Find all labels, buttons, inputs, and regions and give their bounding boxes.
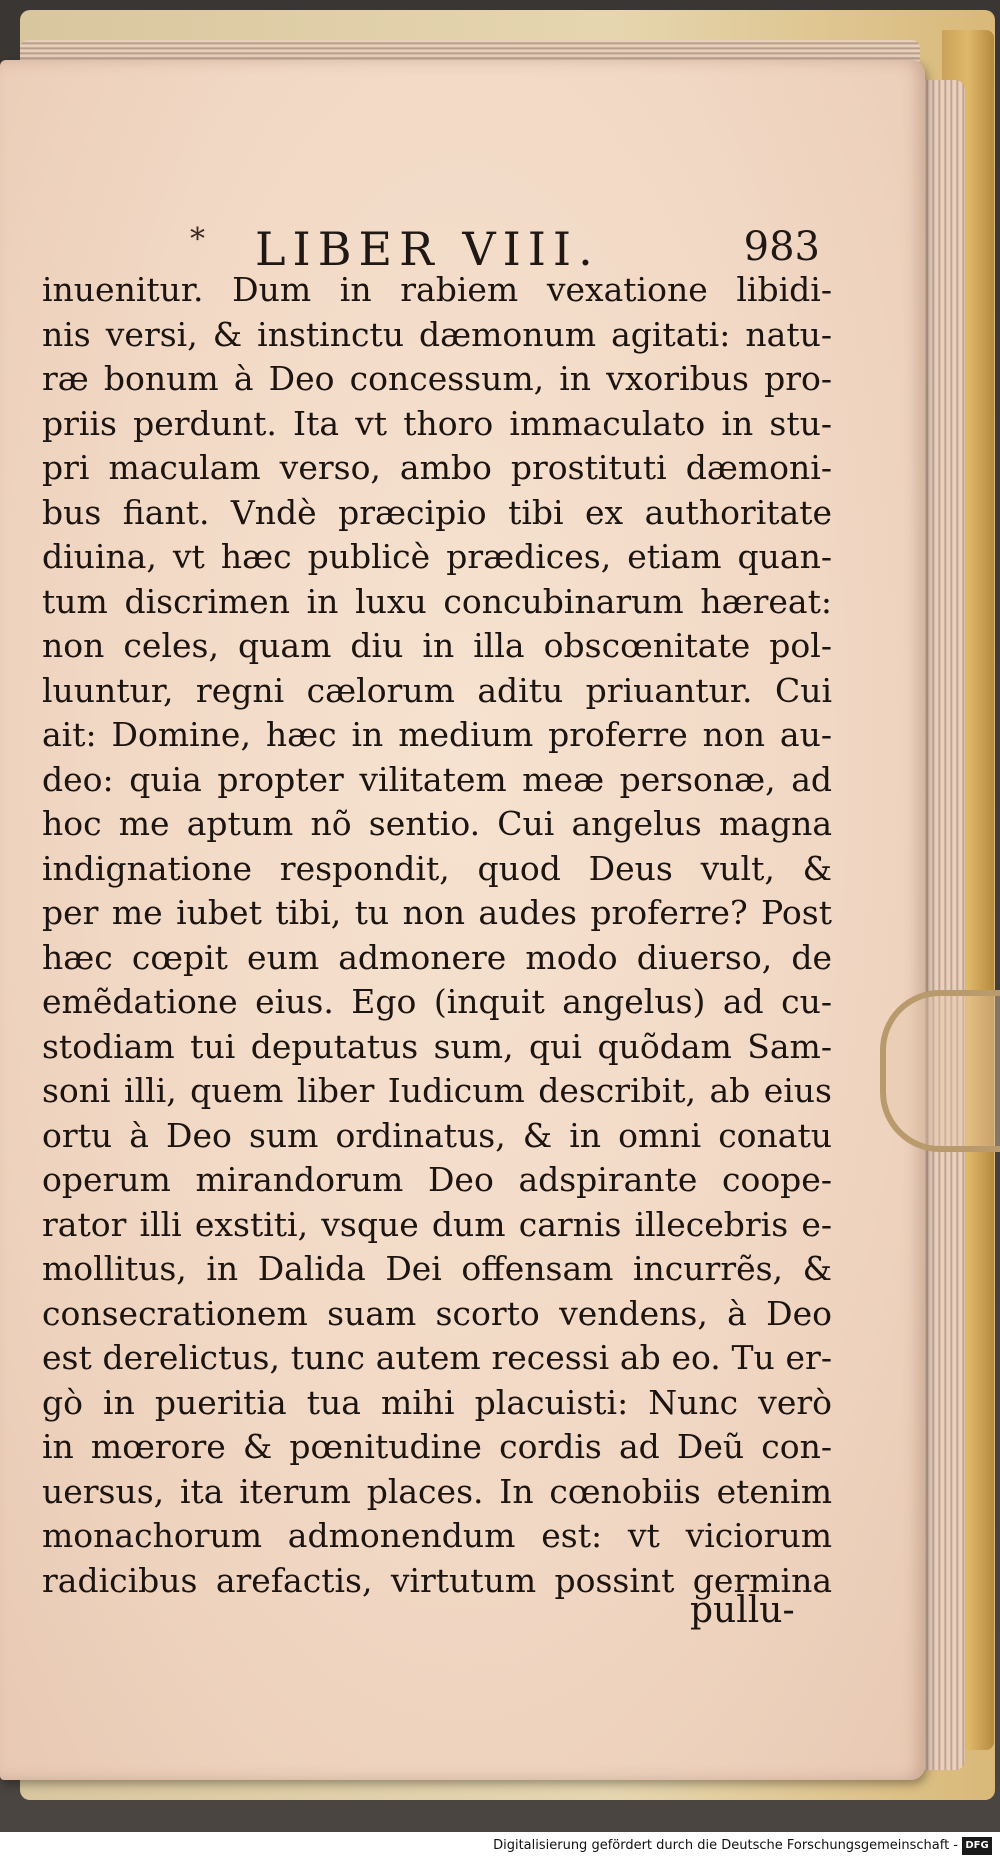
text-line: consecrationem suam scorto vendens, à Deo [42,1293,832,1333]
dfg-logo: DFG [962,1837,992,1855]
text-line: ortu à Deo sum ordinatus, & in omni conatu [42,1115,832,1155]
text-line: hæc cœpit eum admonere modo diuerso, de [42,937,832,977]
folio-number: 983 [743,224,820,270]
book-clasp [880,990,1000,1152]
text-line: stodiam tui deputatus sum, qui quõdam Sam- [42,1026,832,1066]
text-line: deo: quia propter vilitatem meæ personæ, ad [42,759,832,799]
text-line: indignatione respondit, quod Deus vult, & [42,848,832,888]
text-block [42,268,832,1603]
book-page [0,60,925,1780]
text-line: bus fiant. Vndè præcipio tibi ex authoritate [42,492,832,532]
text-line: rator illi exstiti, vsque dum carnis illecebris e- [42,1204,832,1244]
footer-bar [0,1832,1000,1862]
text-line: operum mirandorum Deo adspirante coope- [42,1160,832,1199]
text-line: est derelictus, tunc autem recessi ab eo. Tu er- [42,1338,832,1377]
text-line: tum discrimen in luxu concubinarum hæreat: [42,581,832,621]
text-line: priis perdunt. Ita vt thoro immaculato in stu- [42,403,832,443]
text-line: in mœrore & pœnitudine cordis ad Deũ con- [42,1427,832,1466]
text-line: monachorum admonendum est: vt viciorum [42,1516,832,1555]
running-head-title: LIBER VIII. [255,222,600,276]
text-line: nis versi, & instinctu dæmonum agitati: natu- [42,314,832,354]
catchword: pullu- [690,1590,795,1631]
text-line: luuntur, regni cælorum aditu priuantur. Cui [42,670,832,710]
text-line: pri maculam verso, ambo prostituti dæmoni- [42,448,832,487]
text-line: soni illi, quem liber Iudicum describit, ab eius [42,1071,832,1110]
marginal-mark: * [190,222,205,257]
text-line: uersus, ita iterum places. In cœnobiis etenim [42,1471,832,1511]
running-head [40,222,820,276]
text-line: gò in pueritia tua mihi placuisti: Nunc verò [42,1382,832,1422]
text-line: ræ bonum à Deo concessum, in vxoribus pro- [42,359,832,398]
text-line: hoc me aptum nõ sentio. Cui angelus magna [42,804,832,843]
text-line: inuenitur. Dum in rabiem vexatione libidi- [42,270,832,309]
text-line: ait: Domine, hæc in medium proferre non au- [42,715,832,754]
digitization-credit: Digitalisierung gefördert durch die Deutsche Forschungsgemeinschaft - [493,1838,958,1853]
text-line: radicibus arefactis, virtutum possint germina [42,1560,832,1600]
text-line: mollitus, in Dalida Dei offensam incurrẽs, & [42,1249,832,1288]
text-line: emẽdatione eius. Ego (inquit angelus) ad cu- [42,982,832,1021]
text-line: non celes, quam diu in illa obscœnitate pol- [42,626,832,665]
text-line: diuina, vt hæc publicè prædices, etiam quan- [42,537,832,576]
text-line: per me iubet tibi, tu non audes proferre? Post [42,893,832,932]
